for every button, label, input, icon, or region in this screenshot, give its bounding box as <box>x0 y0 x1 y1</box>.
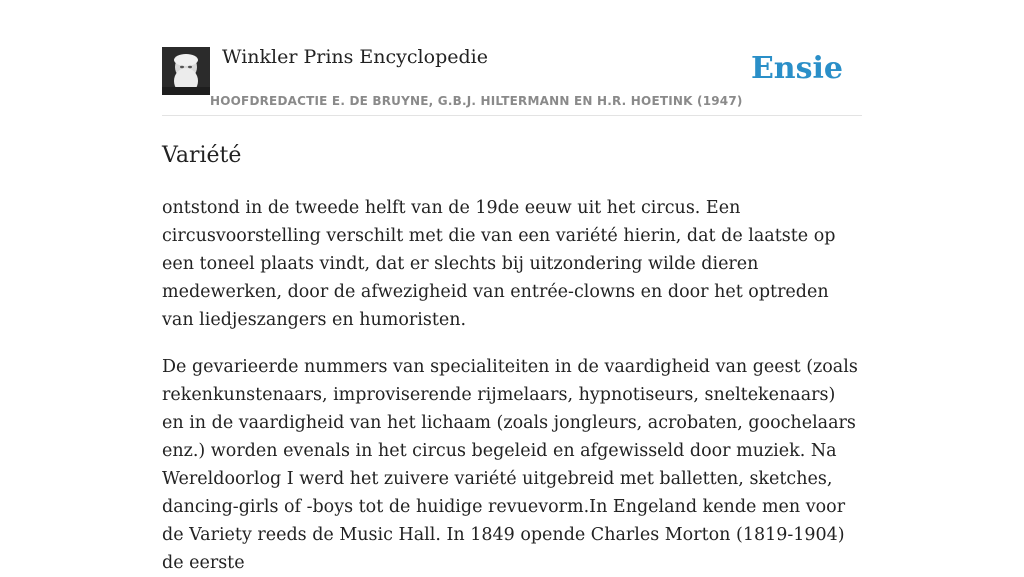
header <box>162 0 862 116</box>
editor-subtitle: HOOFDREDACTIE E. DE BRUYNE, G.B.J. HILTERMANN EN H.R. HOETINK (1947) <box>210 94 743 108</box>
site-title[interactable]: Winkler Prins Encyclopedie <box>222 46 488 68</box>
article-title: Variété <box>162 143 242 168</box>
article-paragraph: ontstond in de tweede helft van de 19de eeuw uit het circus. Een circusvoorstelling verschilt met die van een variété hierin, dat de laatste op een toneel plaats vindt, dat er slechts bij uitzondering wilde dieren medewerken, door de afwezigheid van entrée-clowns en door het optreden van liedjeszangers en humoristen. <box>162 198 836 330</box>
author-avatar <box>162 47 210 95</box>
page <box>162 0 862 577</box>
brand-logo[interactable]: Ensie <box>750 51 843 86</box>
article-body <box>162 194 862 577</box>
portrait-icon <box>162 47 210 95</box>
article-paragraph: De gevarieerde nummers van specialiteiten in de vaardigheid van geest (zoals rekenkunstenaars, improviserende rijmelaars, hypnotiseurs, sneltekenaars) en in de vaardigheid van het lichaam (zoals jongleurs, acrobaten, goochelaars enz.) worden evenals in het circus begeleid en afgewisseld door muziek. Na Wereldoorlog I werd het zuivere variété uitgebreid met balletten, sketches, dancing-girls of -boys tot de huidige revuevorm.In Engeland kende men voor de Variety reeds de Music Hall. In 1849 opende Charles Morton (1819-1904) de eerste <box>162 357 858 573</box>
